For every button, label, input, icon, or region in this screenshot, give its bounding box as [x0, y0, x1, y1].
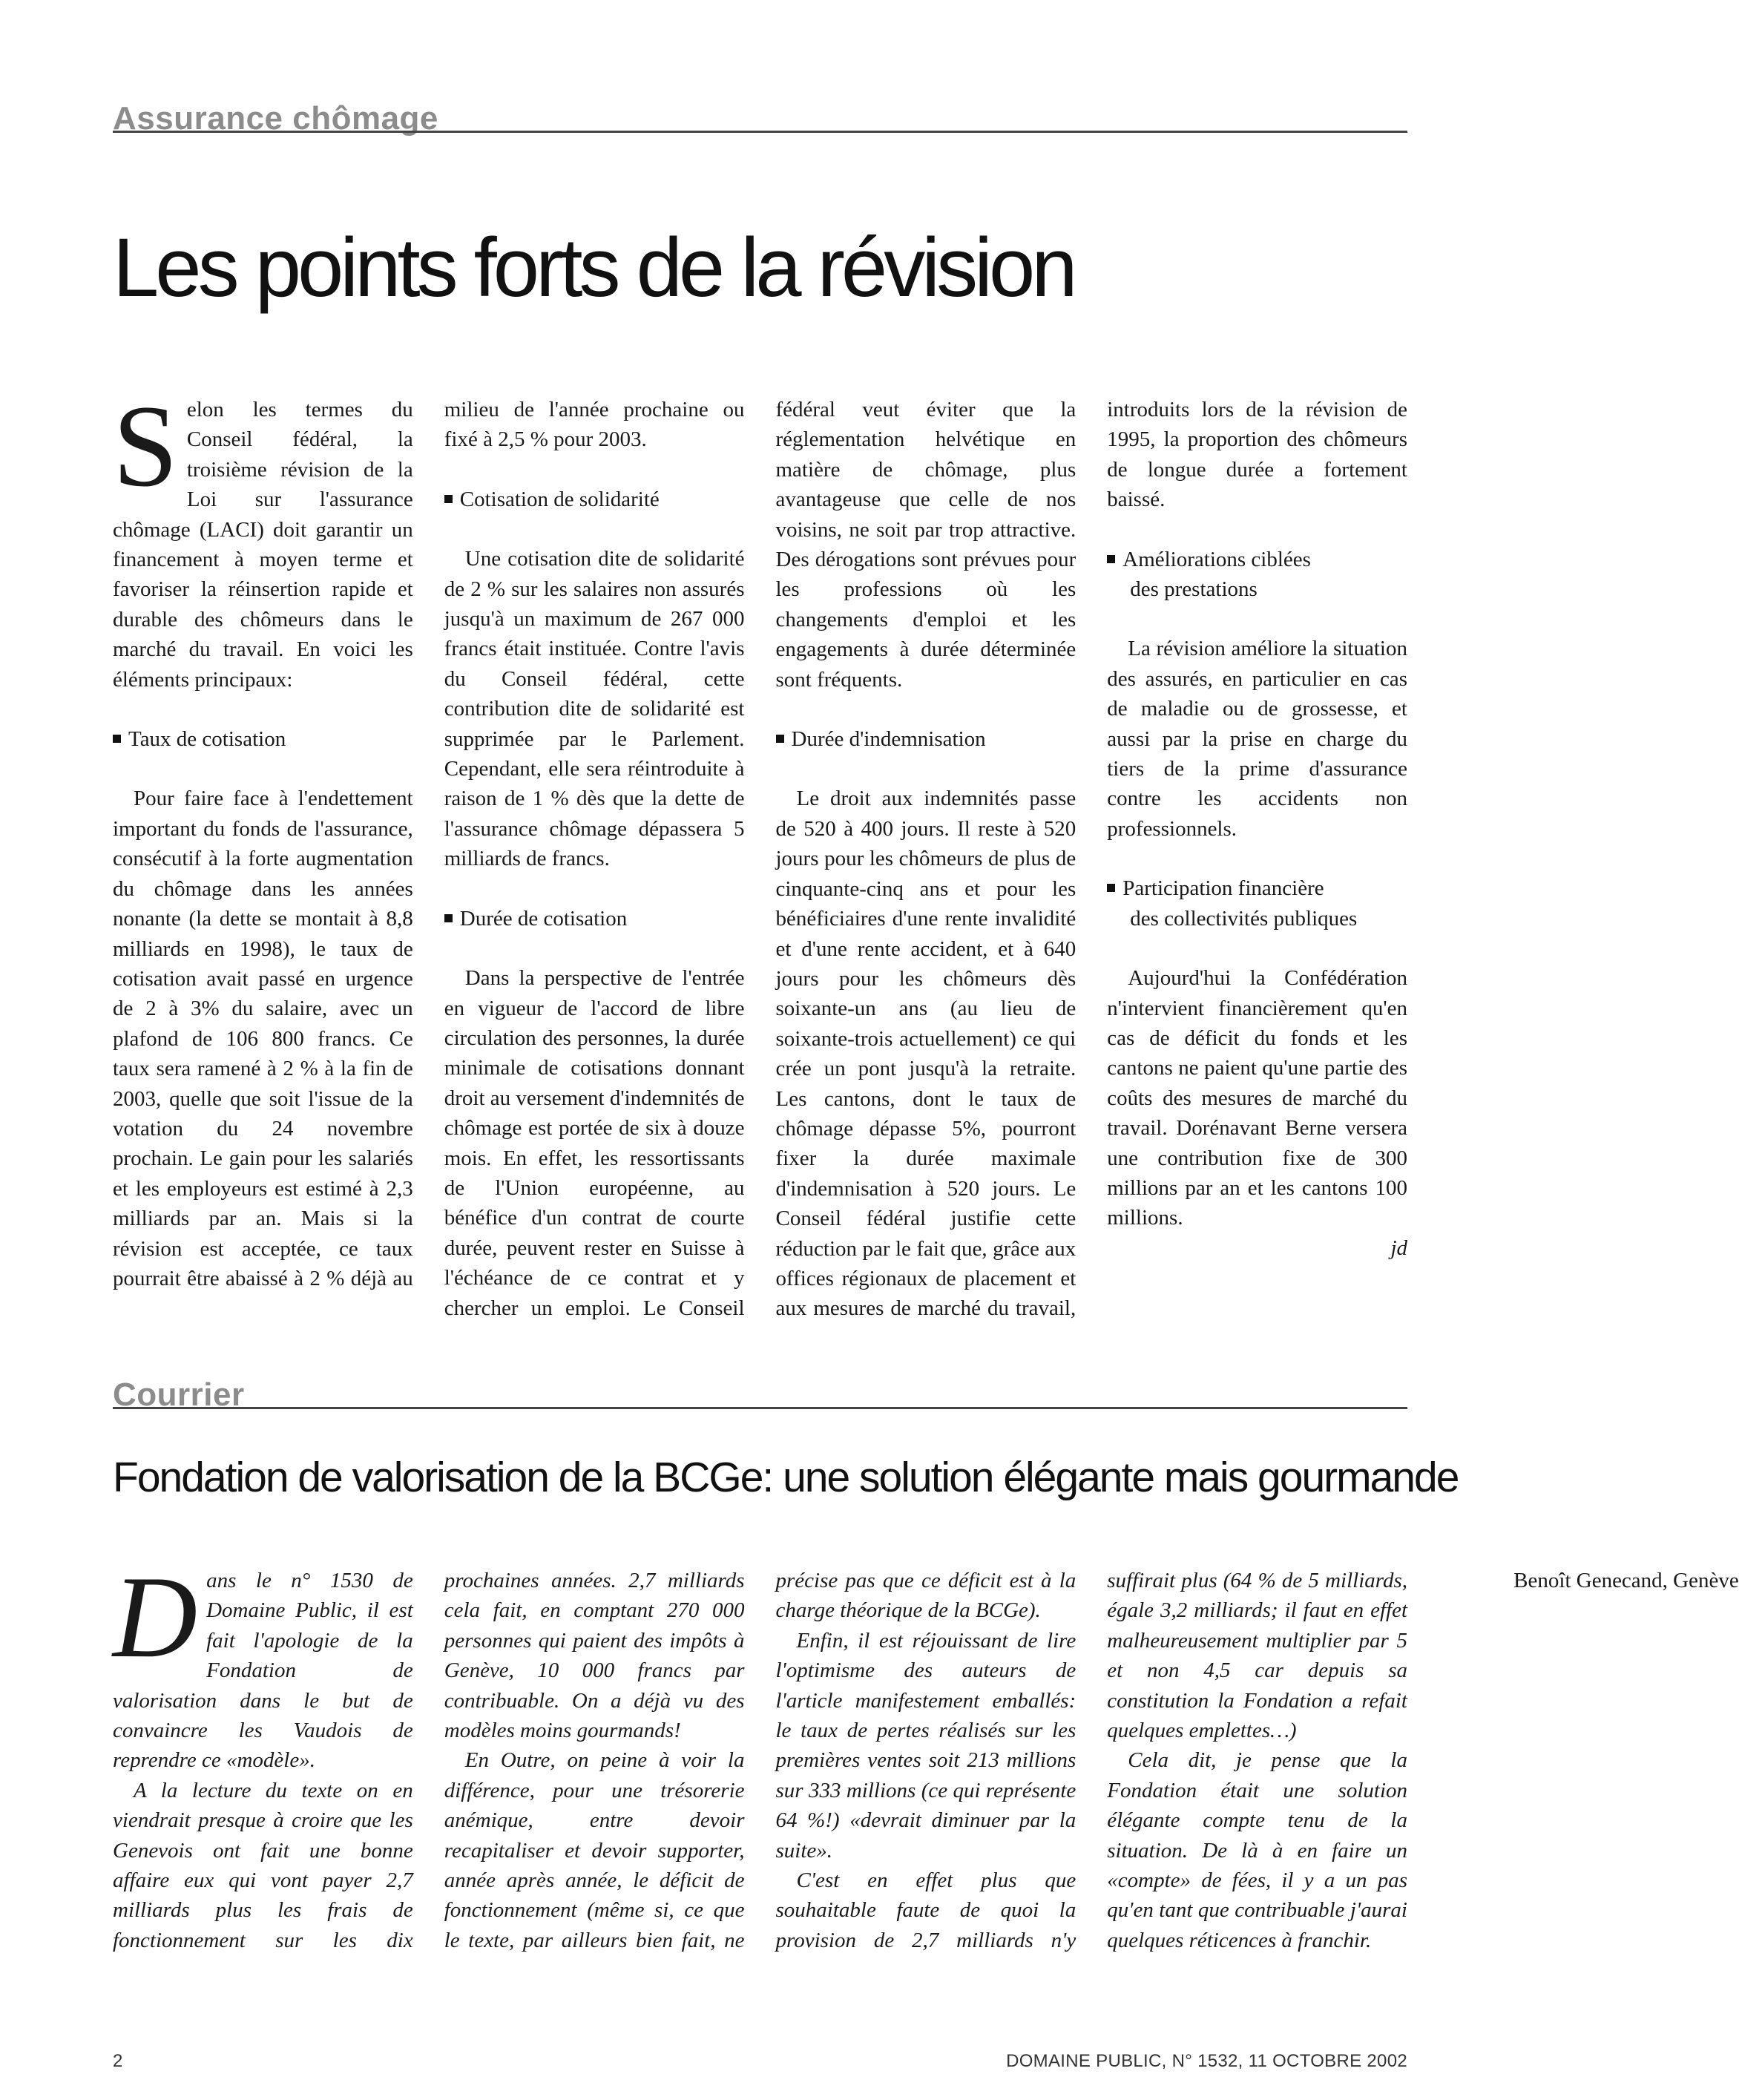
paragraph: A la lecture du texte on en viendrait presque à croire que les Genevois ont fait une bonne affaire eux qui vont payer 2,7 milliards plus les frais de fonctionnement sur les dix prochaines années. 2,7 milliards cela fait, en comptant 270 000 personnes qui paient des impôts à Genève, 10 000 francs par contribuable. On a déjà vu des modèles moins gourmands!	[113, 1569, 745, 1952]
paragraph: Cela dit, je pense que la Fondation était une solution élégante compte tenu de la situation. De là à en faire un «compte» de fées, il y a un pas qu'en tant que contribuable j'aurai quelques réticences à franchir.	[1107, 1748, 1407, 1952]
article-intro: Selon les termes du Conseil fédéral, la troisième révision de la Loi sur l'assurance chômage (LACI) doit garantir un financement à moyen terme et favoriser la réinsertion rapide et durable des chômeurs dans le marché du travail. En voici les éléments principaux:	[113, 381, 413, 692]
paragraph: En Outre, on peine à voir la différence, pour une trésorerie anémique, entre devoir recapitaliser et devoir supporter, année après année, le déficit de fonctionnement (même si, ce que le texte, par ailleurs bien fait, ne précise pas que ce déficit est à la charge théorique de la BCGe).	[444, 1569, 1076, 1952]
paragraph: Enfin, il est réjouissant de lire l'optimisme des auteurs de l'article manifestement emballés: le taux de pertes réalisés sur les premières ventes soit 213 millions sur 333 millions (ce qui représente 64 %!) «devrait diminuer par la suite».	[775, 1628, 1076, 1863]
paragraph: Dans la perspective de l'entrée en vigueur de l'accord de libre circulation des personnes, la durée minimale de cotisations donnant droit au versement d'indemnités de chômage est portée de six à douze mois. En effet, les ressortissants de l'Union européenne, au bénéfice d'un contrat de courte durée, peuvent rester en Suisse à l'échéance de ce contrat et y chercher un emploi. Le Conseil fédéral veut éviter que la réglementation helvétique en matière de chômage, plus avantageuse que celle de nos voisins, ne soit par trop attractive. Des dérogations sont prévues pour les professions où les changements d'emploi et les engagements à durée déterminée sont fréquents.	[444, 398, 1076, 1320]
paragraph: La révision améliore la situation des assurés, en particulier en cas de maladie ou de grossesse, et aussi par la prise en charge du tiers de la prime d'assurance contre les accidents non professionnels.	[1107, 637, 1407, 841]
publication-info: DOMAINE PUBLIC, N° 1532, 11 OCTOBRE 2002	[1006, 2051, 1407, 2071]
letter-author: Benoît Genecand, Genève	[1513, 1569, 1739, 1592]
section-label: Assurance chômage	[113, 100, 438, 137]
paragraph: Aujourd'hui la Confédération n'intervient financièrement qu'en cas de déficit du fonds et les cantons ne paient qu'une partie des coûts des mesures de marché du travail. Dorénavant Berne versera une contribution fixe de 300 millions par an et les cantons 100 millions.	[1107, 966, 1407, 1230]
paragraph: Une cotisation dite de solidarité de 2 % sur les salaires non assurés jusqu'à un maximum de 267 000 francs était instituée. Contre l'avis du Conseil fédéral, cette contribution dite de solidarité est supprimée par le Parlement. Cependant, elle sera réintroduite à raison de 1 % dès que la dette de l'assurance chômage dépassera 5 milliards de francs.	[444, 547, 745, 871]
paragraph: Pour faire face à l'endettement important du fonds de l'assurance, consécutif à la forte augmentation du chômage dans les années nonante (la dette se montait à 8,8 milliards en 1998), le taux de cotisation avait passé en urgence de 2 à 3% du salaire, avec un plafond de 106 800 francs. Ce taux sera ramené à 2 % à la fin de 2003, quelle que soit l'issue de la votation du 24 novembre prochain. Le gain pour les salariés et les employeurs est estimé à 2,3 milliards par an. Mais si la révision est acceptée, ce taux pourrait être abaissé à 2 % déjà au milieu de l'année prochaine ou fixé à 2,5 % pour 2003.	[113, 398, 745, 1290]
square-bullet-icon	[444, 495, 453, 503]
subhead-taux: Taux de cotisation	[113, 724, 413, 754]
drop-cap: S	[113, 381, 178, 511]
letter-intro: Dans le n° 1530 de Domaine Public, il est fait l'apologie de la Fondation de valorisation dans le but de convaincre les Vaudois de reprendre ce «modèle».	[113, 1552, 413, 1773]
page-number: 2	[113, 2051, 123, 2071]
subhead-participation: Participation financière des collectivités publiques	[1107, 873, 1407, 933]
paragraph: Le droit aux indemnités passe de 520 à 400 jours. Il reste à 520 jours pour les chômeurs de plus de cinquante-cinq ans et pour les bénéficiaires d'une rente invalidité et d'une rente accident, et à 640 jours pour les chômeurs dès soixante-un ans (au lieu de soixante-trois actuellement) ce qui crée un pont jusqu'à la retraite. Les cantons, dont le taux de chômage dépasse 5%, pourront fixer la durée maximale d'indemnisation à 520 jours. Le Conseil fédéral justifie cette réduction par le fait que, grâce aux offices régionaux de placement et aux mesures de marché du travail, introduits lors de la révision de 1995, la proportion des chômeurs de longue durée a fortement baissé.	[775, 398, 1407, 1321]
drop-cap: D	[113, 1552, 198, 1682]
subhead-duree-indemnisation: Durée d'indemnisation	[776, 724, 1076, 754]
square-bullet-icon	[776, 735, 784, 743]
section-rule	[113, 1407, 1407, 1409]
square-bullet-icon	[1107, 555, 1115, 563]
letter-body	[113, 1552, 1739, 1966]
subhead-solidarite: Cotisation de solidarité	[444, 485, 745, 514]
square-bullet-icon	[1107, 884, 1115, 892]
subhead-duree-cotisation: Durée de cotisation	[444, 904, 745, 933]
letter-title: Fondation de valorisation de la BCGe: une solution élégante mais gourmande	[113, 1454, 1459, 1501]
square-bullet-icon	[444, 914, 453, 922]
subhead-ameliorations: Améliorations ciblées des prestations	[1107, 545, 1407, 605]
paragraph: C'est en effet plus que souhaitable faute de quoi la provision de 2,7 milliards n'y suffirait plus (64 % de 5 milliards, égale 3,2 milliards; il faut en effet malheureusement multiplier par 5 et non 4,5 car depuis sa constitution la Fondation a refait quelques emplettes…)	[775, 1569, 1407, 1952]
square-bullet-icon	[113, 735, 121, 743]
section-rule	[113, 131, 1407, 133]
article-title: Les points forts de la révision	[113, 221, 1074, 314]
article-body	[113, 381, 1407, 1345]
section-label-courrier: Courrier	[113, 1377, 245, 1413]
article-signature: jd	[1390, 1236, 1407, 1260]
